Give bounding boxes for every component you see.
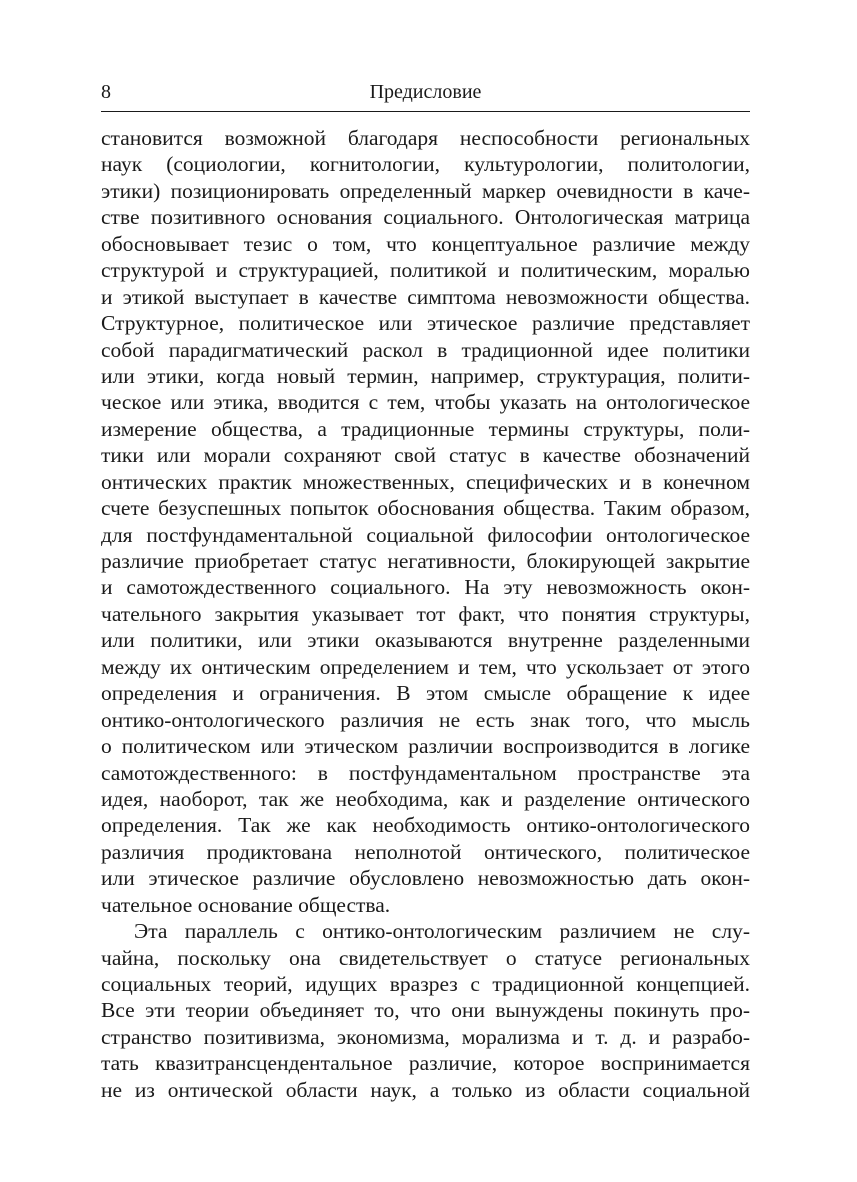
running-title: Предисловие <box>369 81 482 103</box>
text-line: различие приобретает статус негативности, блокирующей закрытие <box>101 549 750 573</box>
text-line: определения. Так же как необходимость онтико-онтологического <box>101 813 750 838</box>
text-line: для постфундаментальной социальной философии онтологическое <box>101 522 750 547</box>
text-line: странство позитивизма, экономизма, морализма и т. д. и разрабо- <box>101 1024 750 1049</box>
text-line: определения и ограничения. В этом смысле обращение к идее <box>101 681 750 706</box>
text-line: между их онтическим определением и тем, что ускользает от этого <box>101 654 750 679</box>
body-text <box>101 125 750 1103</box>
text-line: или политики, или этики оказываются внутренне разделенными <box>101 628 750 653</box>
text-line: или этическое различие обусловлено невозможностью дать окон- <box>101 866 750 891</box>
text-line: тики или морали сохраняют свой статус в качестве обозначений <box>101 443 750 468</box>
text-line: чайна, поскольку она свидетельствует о статусе региональных <box>101 945 750 970</box>
text-line: онтико-онтологического различия не есть знак того, что мысль <box>101 707 750 732</box>
text-line: или этики, когда новый термин, например, структурация, полити- <box>101 363 750 388</box>
text-line: стве позитивного основания социального. Онтологическая матрица <box>101 205 750 230</box>
text-line: и самотождественного социального. На эту невозможность окон- <box>101 575 750 600</box>
header-rule <box>101 111 750 112</box>
text-line: тать квазитрансцендентальное различие, которое воспринимается <box>101 1051 750 1076</box>
page-number: 8 <box>101 81 111 103</box>
text-line: структурой и структурацией, политикой и политическим, моралью <box>101 258 750 283</box>
text-line: о политическом или этическом различии воспроизводится в логике <box>101 734 750 759</box>
text-line: чательное основание общества. <box>101 892 391 917</box>
text-line: обосновывает тезис о том, что концептуальное различие между <box>101 231 750 256</box>
text-line: чательного закрытия указывает тот факт, что понятия структуры, <box>101 601 750 626</box>
text-line: измерение общества, а традиционные термины структуры, поли- <box>101 416 750 441</box>
text-line: идея, наоборот, так же необходима, как и разделение онтического <box>101 786 750 811</box>
text-line: наук (социологии, когнитологии, культурологии, политологии, <box>101 152 750 177</box>
text-line: различия продиктована неполнотой онтического, политическое <box>101 839 750 864</box>
paragraph <box>101 125 750 918</box>
text-line: Эта параллель с онтико-онтологическим различием не слу- <box>134 919 750 944</box>
text-line: не из онтической области наук, а только из области социальной <box>101 1077 750 1102</box>
text-line: ческое или этика, вводится с тем, чтобы указать на онтологическое <box>101 390 750 415</box>
text-line: Все эти теории объединяет то, что они вынуждены покинуть про- <box>101 998 750 1023</box>
text-line: собой парадигматический раскол в традиционной идее политики <box>101 337 750 362</box>
text-line: онтических практик множественных, специфических и в конечном <box>101 469 750 494</box>
text-line: самотождественного: в постфундаментальном пространстве эта <box>101 760 750 785</box>
running-head <box>101 78 750 108</box>
paragraph <box>101 918 750 1103</box>
text-line: этики) позиционировать определенный маркер очевидности в каче- <box>101 178 750 203</box>
text-line: становится возможной благодаря неспособности региональных <box>101 126 750 150</box>
text-line: и этикой выступает в качестве симптома невозможности общества. <box>101 284 750 309</box>
text-line: Структурное, политическое или этическое различие представляет <box>101 311 750 336</box>
text-line: счете безуспешных попыток обоснования общества. Таким образом, <box>101 496 750 521</box>
text-line: социальных теорий, идущих вразрез с традиционной концепцией. <box>101 972 750 996</box>
